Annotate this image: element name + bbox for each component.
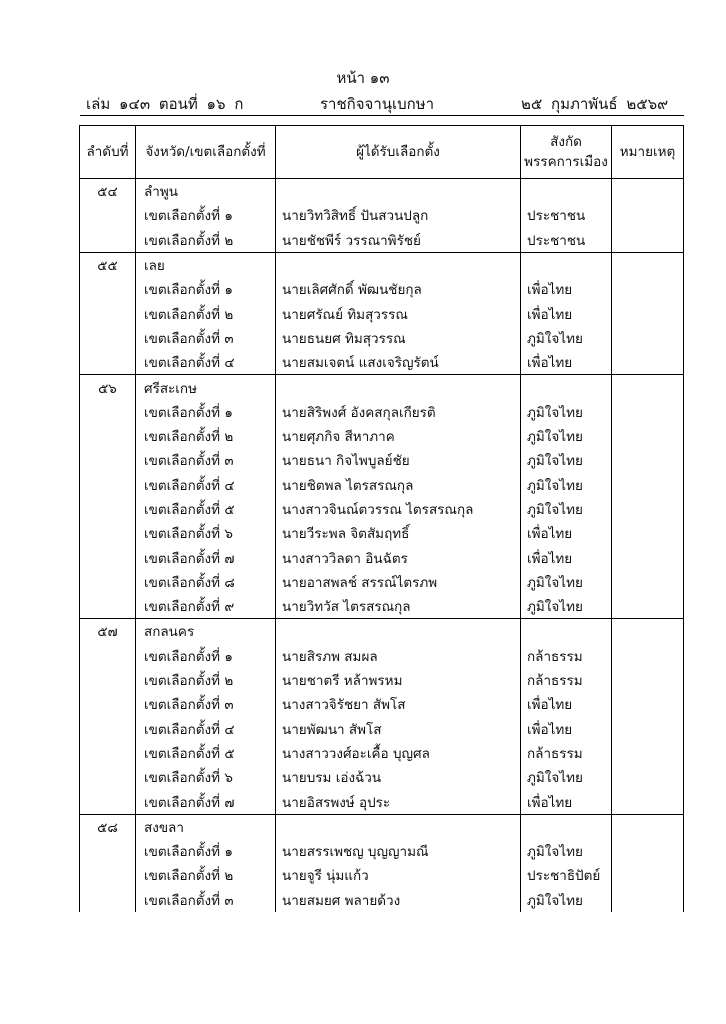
- empty-cell: [276, 375, 521, 400]
- elected-name: นางสาวจิรัชยา สัพโส: [276, 692, 521, 716]
- district-label: เขตเลือกตั้งที่ ๖: [136, 521, 276, 545]
- district-label: เขตเลือกตั้งที่ ๔: [136, 717, 276, 741]
- elected-name: นายสมยศ พลายด้วง: [276, 888, 521, 912]
- remark-cell: [612, 741, 684, 765]
- elected-name: นายอาสพลช์ สรรณ์ไตรภพ: [276, 570, 521, 594]
- empty-cell: [80, 789, 136, 814]
- remark-cell: [612, 717, 684, 741]
- district-label: เขตเลือกตั้งที่ ๒: [136, 863, 276, 887]
- col-header-remark: หมายเหตุ: [612, 126, 684, 179]
- party-name: ภูมิใจไทย: [521, 326, 612, 350]
- empty-cell: [276, 179, 521, 204]
- remark-cell: [612, 594, 684, 619]
- elected-name: นายสิริพงศ์ อังคสกุลเกียรติ: [276, 400, 521, 424]
- elected-name: นายชัชพีร์ วรรณาพิรัชย์: [276, 228, 521, 253]
- party-name: ภูมิใจไทย: [521, 448, 612, 472]
- empty-cell: [612, 179, 684, 204]
- table-row: [80, 424, 684, 448]
- empty-cell: [80, 473, 136, 497]
- table-row: [80, 644, 684, 668]
- table-row: [80, 839, 684, 863]
- empty-cell: [80, 863, 136, 887]
- party-name: ภูมิใจไทย: [521, 497, 612, 521]
- remark-cell: [612, 400, 684, 424]
- elected-name: นายชาตรี หล้าพรหม: [276, 668, 521, 692]
- remark-cell: [612, 448, 684, 472]
- empty-cell: [80, 839, 136, 863]
- remark-cell: [612, 228, 684, 253]
- province-name: ลำพูน: [136, 179, 276, 204]
- district-label: เขตเลือกตั้งที่ ๒: [136, 424, 276, 448]
- table-row: [80, 448, 684, 472]
- district-label: เขตเลือกตั้งที่ ๓: [136, 448, 276, 472]
- table-row: [80, 497, 684, 521]
- party-name: กล้าธรรม: [521, 668, 612, 692]
- province-name: สกลนคร: [136, 619, 276, 644]
- party-name: ภูมิใจไทย: [521, 765, 612, 789]
- remark-cell: [612, 473, 684, 497]
- district-label: เขตเลือกตั้งที่ ๓: [136, 326, 276, 350]
- remark-cell: [612, 350, 684, 375]
- district-label: เขตเลือกตั้งที่ ๙: [136, 594, 276, 619]
- elected-name: นายวิทวัส ไตรสรณกุล: [276, 594, 521, 619]
- empty-cell: [521, 619, 612, 644]
- col-header-party: [521, 126, 612, 179]
- empty-cell: [80, 765, 136, 789]
- elected-name: นางสาววงศ์อะเคื้อ บุญศล: [276, 741, 521, 765]
- province-name: เลย: [136, 252, 276, 277]
- empty-cell: [80, 326, 136, 350]
- table-row: [80, 521, 684, 545]
- empty-cell: [80, 594, 136, 619]
- col-header-party-line1: สังกัด: [550, 134, 582, 150]
- party-name: ภูมิใจไทย: [521, 473, 612, 497]
- elected-name: นายสิรภพ สมผล: [276, 644, 521, 668]
- empty-cell: [521, 252, 612, 277]
- party-name: เพื่อไทย: [521, 545, 612, 569]
- empty-cell: [521, 814, 612, 839]
- col-header-area: จังหวัด/เขตเลือกตั้งที่: [136, 126, 276, 179]
- empty-cell: [276, 252, 521, 277]
- empty-cell: [80, 888, 136, 912]
- province-row: [80, 179, 684, 204]
- district-label: เขตเลือกตั้งที่ ๒: [136, 668, 276, 692]
- empty-cell: [80, 424, 136, 448]
- province-seq: ๕๗: [80, 619, 136, 644]
- elected-name: นายสรรเพชญ บุญญามณี: [276, 839, 521, 863]
- province-row: [80, 375, 684, 400]
- party-name: เพื่อไทย: [521, 350, 612, 375]
- province-seq: ๕๔: [80, 179, 136, 204]
- party-name: ประชาชน: [521, 203, 612, 227]
- remark-cell: [612, 644, 684, 668]
- district-label: เขตเลือกตั้งที่ ๗: [136, 545, 276, 569]
- district-label: เขตเลือกตั้งที่ ๔: [136, 473, 276, 497]
- remark-cell: [612, 839, 684, 863]
- district-label: เขตเลือกตั้งที่ ๒: [136, 228, 276, 253]
- party-name: ภูมิใจไทย: [521, 424, 612, 448]
- table-row: [80, 570, 684, 594]
- gazette-volume-issue: เล่ม ๑๔๓ ตอนที่ ๑๖ ก: [86, 95, 244, 113]
- district-label: เขตเลือกตั้งที่ ๒: [136, 301, 276, 325]
- col-header-seq: ลำดับที่: [80, 126, 136, 179]
- header-divider: [80, 115, 684, 116]
- remark-cell: [612, 277, 684, 301]
- empty-cell: [80, 692, 136, 716]
- party-name: ประชาชน: [521, 228, 612, 253]
- empty-cell: [80, 521, 136, 545]
- empty-cell: [80, 350, 136, 375]
- province-name: สงขลา: [136, 814, 276, 839]
- party-name: ประชาธิปัตย์: [521, 863, 612, 887]
- elected-name: นายธนยศ ทิมสุวรรณ: [276, 326, 521, 350]
- elected-name: นายวิทวิสิทธิ์ ปันสวนปลูก: [276, 203, 521, 227]
- table-row: [80, 888, 684, 912]
- elected-name: นางสาววิลดา อินฉัตร: [276, 545, 521, 569]
- table-row: [80, 203, 684, 227]
- empty-cell: [80, 228, 136, 253]
- party-name: เพื่อไทย: [521, 277, 612, 301]
- remark-cell: [612, 765, 684, 789]
- elected-name: นายอิสรพงษ์ อุประ: [276, 789, 521, 814]
- district-label: เขตเลือกตั้งที่ ๑: [136, 839, 276, 863]
- district-label: เขตเลือกตั้งที่ ๓: [136, 692, 276, 716]
- table-body: [80, 179, 684, 912]
- table-row: [80, 594, 684, 619]
- province-seq: ๕๘: [80, 814, 136, 839]
- empty-cell: [80, 668, 136, 692]
- empty-cell: [80, 497, 136, 521]
- empty-cell: [80, 301, 136, 325]
- district-label: เขตเลือกตั้งที่ ๘: [136, 570, 276, 594]
- elected-name: นายศรัณย์ ทิมสุวรรณ: [276, 301, 521, 325]
- district-label: เขตเลือกตั้งที่ ๕: [136, 741, 276, 765]
- page-number: หน้า ๑๓: [336, 69, 390, 87]
- table-row: [80, 741, 684, 765]
- party-name: ภูมิใจไทย: [521, 594, 612, 619]
- table-row: [80, 863, 684, 887]
- province-row: [80, 619, 684, 644]
- district-label: เขตเลือกตั้งที่ ๑: [136, 203, 276, 227]
- table-row: [80, 228, 684, 253]
- gazette-date: ๒๕ กุมภาพันธ์ ๒๕๖๙: [521, 95, 669, 113]
- party-name: เพื่อไทย: [521, 717, 612, 741]
- table-row: [80, 545, 684, 569]
- district-label: เขตเลือกตั้งที่ ๔: [136, 350, 276, 375]
- province-row: [80, 814, 684, 839]
- elected-name: นายสมเจตน์ แสงเจริญรัตน์: [276, 350, 521, 375]
- elected-name: นายชิตพล ไตรสรณกุล: [276, 473, 521, 497]
- empty-cell: [276, 814, 521, 839]
- empty-cell: [80, 448, 136, 472]
- party-name: เพื่อไทย: [521, 692, 612, 716]
- party-name: เพื่อไทย: [521, 301, 612, 325]
- table-row: [80, 301, 684, 325]
- remark-cell: [612, 570, 684, 594]
- party-name: ภูมิใจไทย: [521, 839, 612, 863]
- table-row: [80, 350, 684, 375]
- district-label: เขตเลือกตั้งที่ ๑: [136, 277, 276, 301]
- district-label: เขตเลือกตั้งที่ ๑: [136, 644, 276, 668]
- remark-cell: [612, 668, 684, 692]
- table-row: [80, 400, 684, 424]
- remark-cell: [612, 545, 684, 569]
- elected-name: นายพัฒนา สัพโส: [276, 717, 521, 741]
- table-row: [80, 765, 684, 789]
- election-results-table: [79, 125, 684, 912]
- remark-cell: [612, 692, 684, 716]
- empty-cell: [612, 252, 684, 277]
- elected-name: นายจูรี นุ่มแก้ว: [276, 863, 521, 887]
- col-header-party-line2: พรรคการเมือง: [524, 154, 608, 170]
- party-name: เพื่อไทย: [521, 789, 612, 814]
- elected-name: นางสาวจินณ์ตวรรณ ไตรสรณกุล: [276, 497, 521, 521]
- remark-cell: [612, 424, 684, 448]
- empty-cell: [80, 277, 136, 301]
- elected-name: นายวีระพล จิตสัมฤทธิ์: [276, 521, 521, 545]
- remark-cell: [612, 301, 684, 325]
- table-row: [80, 789, 684, 814]
- table-header-row: [80, 126, 684, 179]
- party-name: ภูมิใจไทย: [521, 888, 612, 912]
- remark-cell: [612, 497, 684, 521]
- empty-cell: [80, 570, 136, 594]
- party-name: ภูมิใจไทย: [521, 570, 612, 594]
- remark-cell: [612, 863, 684, 887]
- table-row: [80, 277, 684, 301]
- district-label: เขตเลือกตั้งที่ ๕: [136, 497, 276, 521]
- party-name: กล้าธรรม: [521, 741, 612, 765]
- empty-cell: [80, 545, 136, 569]
- district-label: เขตเลือกตั้งที่ ๖: [136, 765, 276, 789]
- empty-cell: [80, 644, 136, 668]
- district-label: เขตเลือกตั้งที่ ๑: [136, 400, 276, 424]
- remark-cell: [612, 789, 684, 814]
- district-label: เขตเลือกตั้งที่ ๗: [136, 789, 276, 814]
- table-row: [80, 692, 684, 716]
- empty-cell: [521, 179, 612, 204]
- party-name: ภูมิใจไทย: [521, 400, 612, 424]
- remark-cell: [612, 326, 684, 350]
- empty-cell: [612, 375, 684, 400]
- elected-name: นายบรม เอ่งฉ้วน: [276, 765, 521, 789]
- province-row: [80, 252, 684, 277]
- table-row: [80, 668, 684, 692]
- empty-cell: [612, 814, 684, 839]
- party-name: เพื่อไทย: [521, 521, 612, 545]
- province-seq: ๕๖: [80, 375, 136, 400]
- table-row: [80, 473, 684, 497]
- gazette-title: ราชกิจจานุเบกษา: [320, 95, 435, 113]
- elected-name: นายธนา กิจไพบูลย์ชัย: [276, 448, 521, 472]
- elected-name: นายเลิศศักดิ์ พัฒนชัยกุล: [276, 277, 521, 301]
- empty-cell: [612, 619, 684, 644]
- party-name: กล้าธรรม: [521, 644, 612, 668]
- province-name: ศรีสะเกษ: [136, 375, 276, 400]
- empty-cell: [80, 717, 136, 741]
- empty-cell: [80, 741, 136, 765]
- elected-name: นายศุภกิจ สีหาภาค: [276, 424, 521, 448]
- empty-cell: [80, 203, 136, 227]
- remark-cell: [612, 521, 684, 545]
- remark-cell: [612, 888, 684, 912]
- table-row: [80, 717, 684, 741]
- empty-cell: [276, 619, 521, 644]
- province-seq: ๕๕: [80, 252, 136, 277]
- empty-cell: [80, 400, 136, 424]
- district-label: เขตเลือกตั้งที่ ๓: [136, 888, 276, 912]
- col-header-elected: ผู้ได้รับเลือกตั้ง: [276, 126, 521, 179]
- remark-cell: [612, 203, 684, 227]
- table-row: [80, 326, 684, 350]
- empty-cell: [521, 375, 612, 400]
